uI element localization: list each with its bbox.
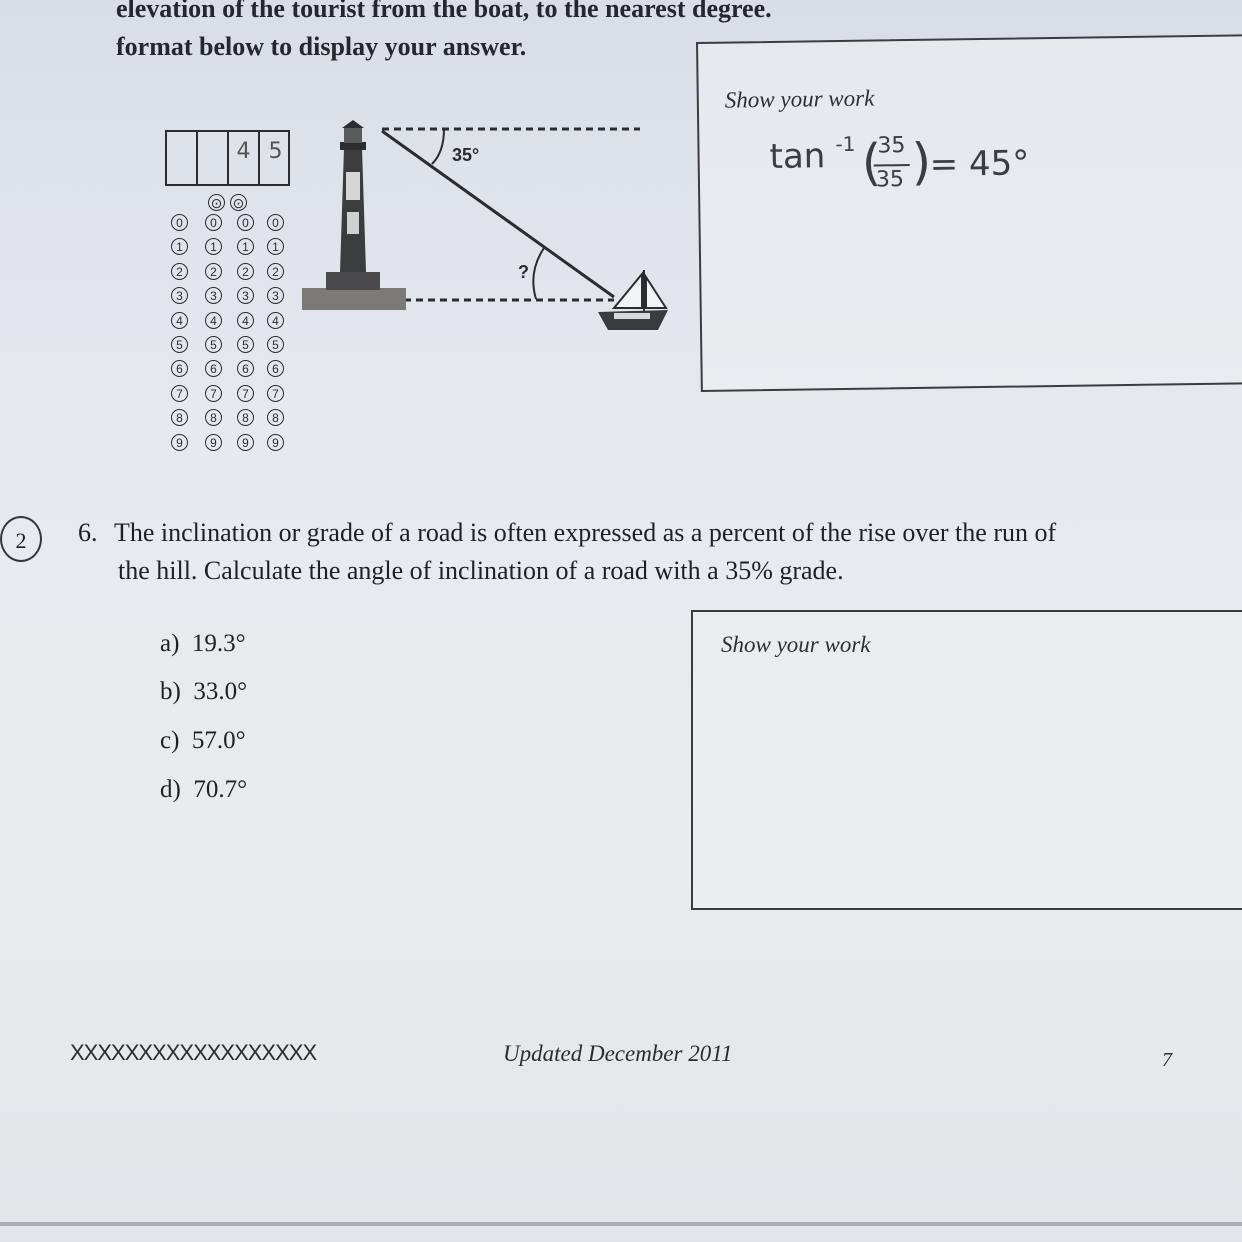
- footer-updated: Updated December 2011: [503, 1041, 733, 1066]
- handwritten-numerator: 35: [877, 133, 906, 159]
- work-box-1[interactable]: [696, 34, 1242, 392]
- option-d[interactable]: d) 70.7°: [160, 776, 248, 803]
- digit-bubble[interactable]: 8: [267, 409, 284, 426]
- lighthouse-icon: [302, 120, 406, 310]
- digit-bubble[interactable]: 9: [171, 434, 188, 451]
- digit-bubble[interactable]: 3: [237, 287, 254, 304]
- handwritten-paren-right: ): [911, 132, 932, 191]
- page-number: 7: [1162, 1049, 1172, 1071]
- work-box-2-label: Show your work: [721, 632, 871, 657]
- digit-bubble[interactable]: 2: [237, 263, 254, 280]
- digit-bubble[interactable]: 3: [171, 287, 188, 304]
- digit-bubble[interactable]: 0: [171, 214, 188, 231]
- angle-top-label: 35°: [452, 145, 480, 165]
- digit-bubble[interactable]: 0: [237, 214, 254, 231]
- digit-bubble[interactable]: 1: [205, 238, 222, 255]
- work-box-1-label: Show your work: [724, 85, 875, 113]
- digit-bubble[interactable]: 4: [171, 312, 188, 329]
- answer-entry-cell[interactable]: 5: [268, 139, 283, 164]
- question-line-2: the hill. Calculate the angle of inclination of a road with a 35% grade.: [118, 556, 844, 585]
- answer-grid: [165, 130, 292, 450]
- answer-entry-cell[interactable]: 4: [229, 132, 260, 184]
- digit-bubble[interactable]: 9: [237, 434, 254, 451]
- handwritten-result: = 45°: [929, 143, 1030, 185]
- digit-bubble[interactable]: 4: [237, 312, 254, 329]
- answer-entry-cell[interactable]: [167, 132, 198, 184]
- digit-bubble[interactable]: 4: [267, 312, 284, 329]
- handwritten-exponent: -1: [835, 131, 856, 157]
- digit-bubble[interactable]: 2: [205, 263, 222, 280]
- digit-bubble[interactable]: 7: [237, 385, 254, 402]
- intro-text: [116, 0, 772, 64]
- digit-bubble[interactable]: 6: [171, 360, 188, 377]
- digit-bubble[interactable]: 3: [267, 287, 284, 304]
- digit-bubble[interactable]: 7: [267, 385, 284, 402]
- angle-bottom-label: ?: [518, 262, 529, 282]
- digit-bubble[interactable]: 7: [171, 385, 188, 402]
- handwritten-paren-left: (: [861, 133, 882, 192]
- digit-bubble[interactable]: 8: [171, 409, 188, 426]
- digit-bubble[interactable]: 1: [171, 238, 188, 255]
- handwritten-work: [769, 129, 1091, 243]
- handwritten-denominator: 35: [875, 167, 905, 193]
- digit-bubble[interactable]: 0: [205, 214, 222, 231]
- answer-entry-boxes: [165, 130, 290, 186]
- digit-bubble[interactable]: 1: [267, 238, 284, 255]
- intro-line-1: elevation of the tourist from the boat, to the nearest degree.: [116, 0, 772, 23]
- option-c[interactable]: c) 57.0°: [160, 727, 246, 754]
- digit-bubble[interactable]: 2: [267, 263, 284, 280]
- digit-bubble[interactable]: 4: [205, 312, 222, 329]
- digit-bubble[interactable]: 2: [171, 263, 188, 280]
- option-b[interactable]: b) 33.0°: [160, 678, 248, 705]
- digit-bubble[interactable]: 5: [237, 336, 254, 353]
- digit-bubble[interactable]: 8: [237, 409, 254, 426]
- answer-entry-cell[interactable]: [198, 132, 229, 184]
- digit-bubble[interactable]: 9: [205, 434, 222, 451]
- decimal-bubble[interactable]: ⊙: [230, 194, 247, 211]
- digit-bubble[interactable]: 0: [267, 214, 284, 231]
- digit-bubble[interactable]: 6: [237, 360, 254, 377]
- question-number: 6.: [78, 518, 98, 547]
- digit-bubble[interactable]: 5: [205, 336, 222, 353]
- question-line-1: The inclination or grade of a road is often expressed as a percent of the rise over the run of: [114, 518, 1057, 547]
- digit-bubble[interactable]: 3: [205, 287, 222, 304]
- digit-bubble[interactable]: 1: [237, 238, 254, 255]
- decimal-bubble[interactable]: ⊙: [208, 194, 225, 211]
- lighthouse-figure: [296, 112, 676, 337]
- digit-bubble[interactable]: 7: [205, 385, 222, 402]
- intro-line-2: format below to display your answer.: [116, 32, 527, 61]
- digit-bubble[interactable]: 6: [267, 360, 284, 377]
- score-circle: 2: [0, 516, 42, 562]
- option-a[interactable]: a) 19.3°: [160, 630, 246, 657]
- digit-bubble[interactable]: 5: [267, 336, 284, 353]
- footer-code: XXXXXXXXXXXXXXXXXX: [70, 1040, 317, 1065]
- digit-bubble[interactable]: 5: [171, 336, 188, 353]
- handwritten-tan: tan: [769, 136, 826, 177]
- digit-bubble[interactable]: 9: [267, 434, 284, 451]
- digit-bubble[interactable]: 8: [205, 409, 222, 426]
- paper-edge: [0, 1222, 1242, 1226]
- digit-bubble[interactable]: 6: [205, 360, 222, 377]
- work-box-2[interactable]: [691, 610, 1242, 910]
- question-6: [78, 514, 1056, 590]
